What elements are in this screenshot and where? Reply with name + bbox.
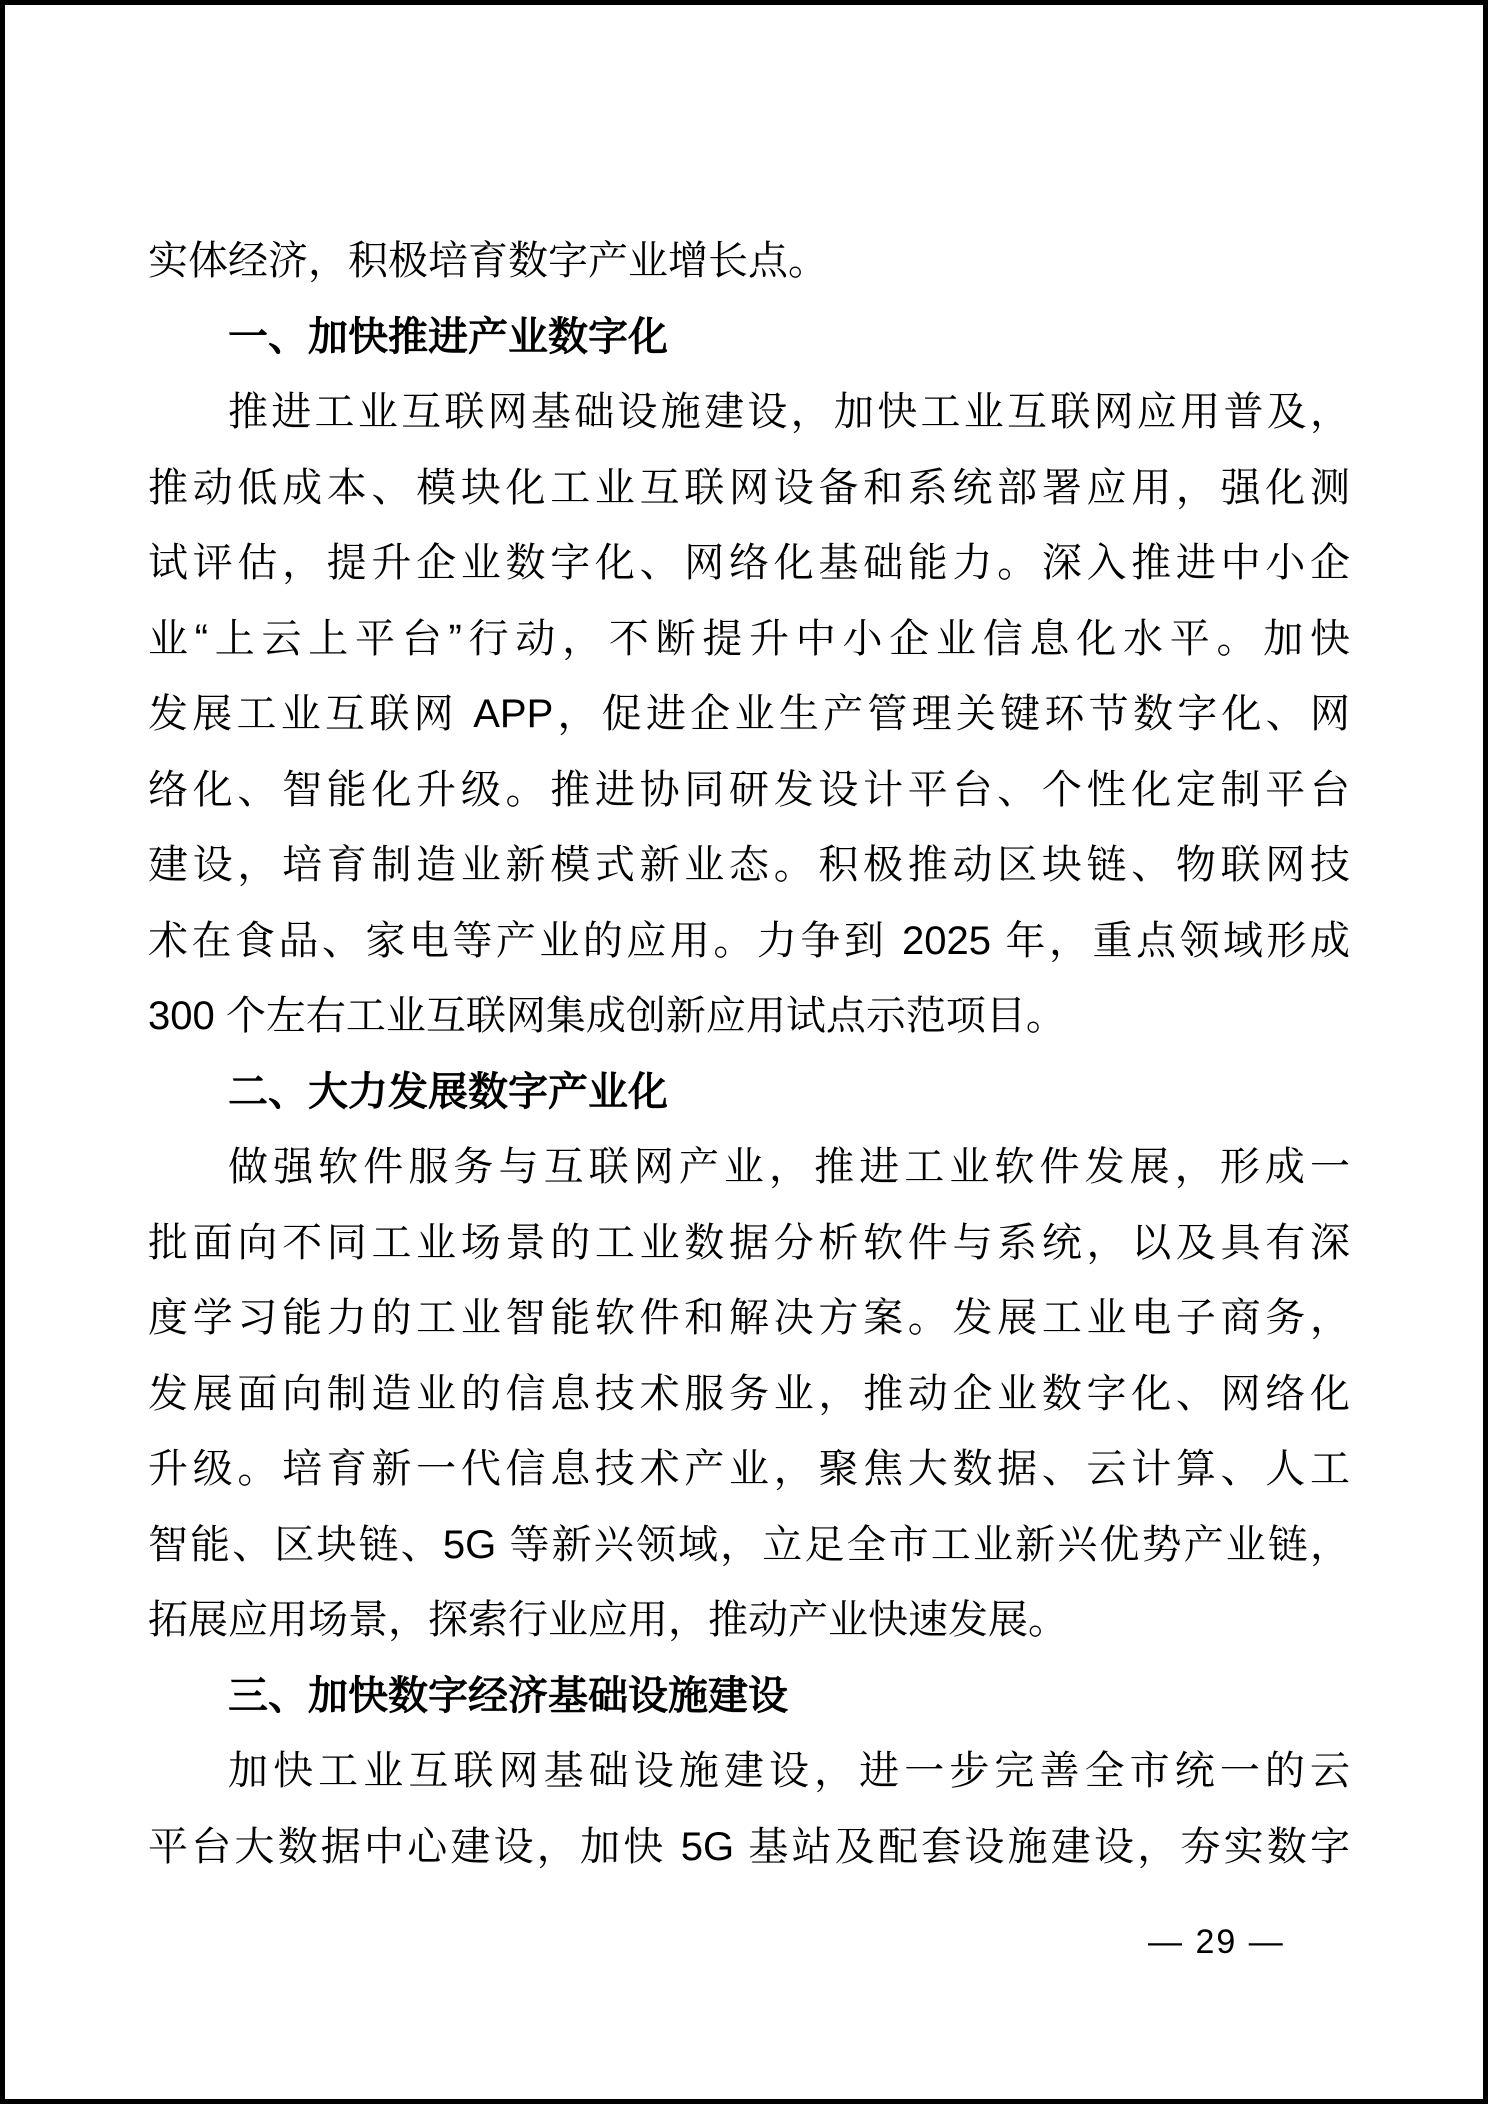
text-line: 300 个左右工业互联网集成创新应用试点示范项目。 — [148, 994, 1066, 1038]
text-line: 批面向不同工业场景的工业数据分析软件与系统，以及具有深 — [148, 1220, 1350, 1265]
text-line: 智能、区块链、5G 等新兴领域，立足全市工业新兴优势产业链， — [148, 1522, 1350, 1567]
section-heading: 二、大力发展数字产业化 — [228, 1069, 668, 1114]
text-line: 加快工业互联网基础设施建设，进一步完善全市统一的云 — [228, 1749, 1350, 1793]
text-line: 业“上云上平台”行动，不断提升中小企业信息化水平。加快 — [148, 616, 1350, 661]
page-number: — 29 — — [1148, 1923, 1285, 1961]
text-line: 实体经济，积极培育数字产业增长点。 — [148, 239, 828, 283]
text-line: 建设，培育制造业新模式新业态。积极推动区块链、物联网技 — [148, 843, 1350, 887]
text-line: 升级。培育新一代信息技术产业，聚焦大数据、云计算、人工 — [148, 1447, 1350, 1491]
text-line: 推进工业互联网基础设施建设，加快工业互联网应用普及， — [228, 390, 1350, 434]
text-line: 术在食品、家电等产业的应用。力争到 2025 年，重点领域形成 — [148, 918, 1350, 963]
text-line: 平台大数据中心建设，加快 5G 基站及配套设施建设，夯实数字 — [148, 1824, 1350, 1869]
text-line: 发展工业互联网 APP，促进企业生产管理关键环节数字化、网 — [148, 692, 1350, 736]
text-line: 发展面向制造业的信息技术服务业，推动企业数字化、网络化 — [148, 1371, 1350, 1416]
text-line: 络化、智能化升级。推进协同研发设计平台、个性化定制平台 — [148, 767, 1350, 812]
text-line: 试评估，提升企业数字化、网络化基础能力。深入推进中小企 — [148, 541, 1350, 585]
section-heading: 三、加快数字经济基础设施建设 — [228, 1673, 788, 1718]
text-line: 做强软件服务与互联网产业，推进工业软件发展，形成一 — [228, 1145, 1350, 1189]
document-body — [148, 224, 1350, 1885]
text-line: 度学习能力的工业智能软件和解决方案。发展工业电子商务， — [148, 1296, 1350, 1340]
section-heading: 一、加快推进产业数字化 — [228, 314, 668, 359]
text-line: 拓展应用场景，探索行业应用，推动产业快速发展。 — [148, 1598, 1068, 1642]
text-line: 推动低成本、模块化工业互联网设备和系统部署应用，强化测 — [148, 465, 1350, 510]
